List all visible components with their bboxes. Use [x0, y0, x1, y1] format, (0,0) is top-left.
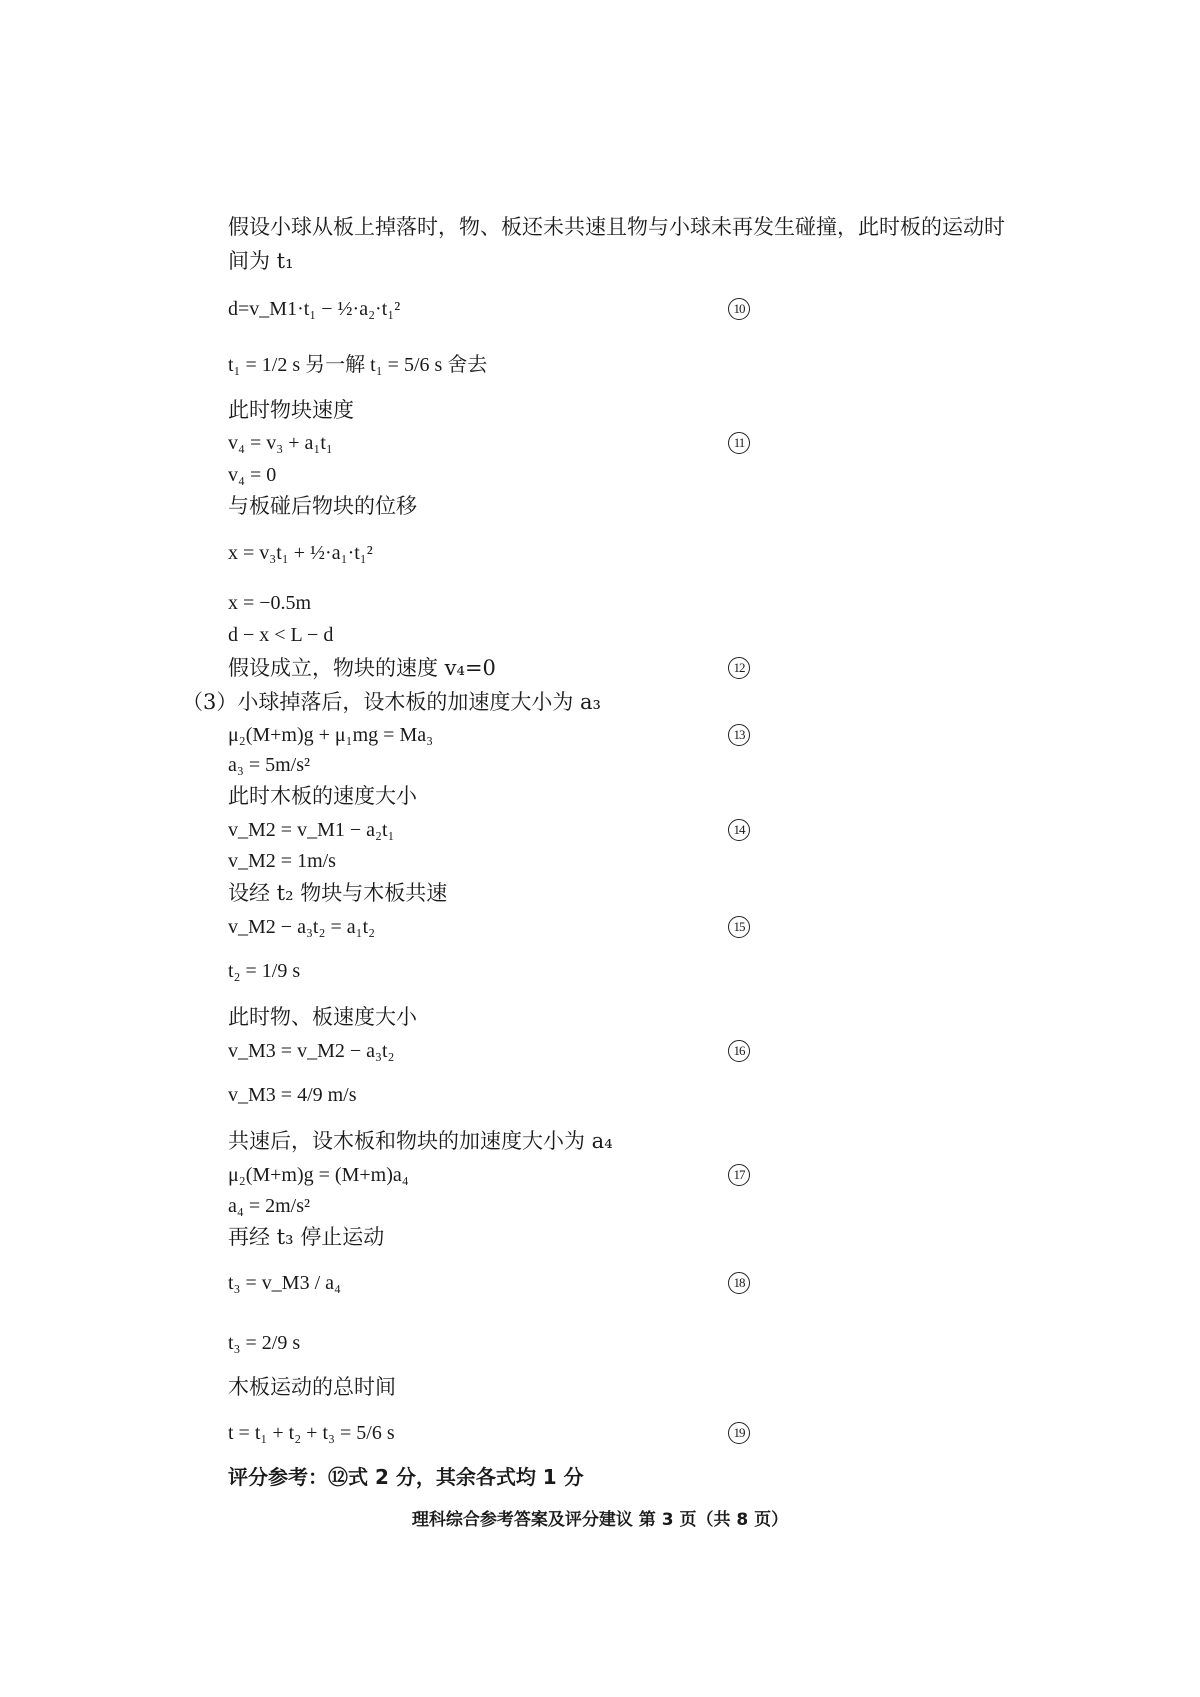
eq-11-v4: v₄ = v₃ + a₁t₁ [228, 432, 333, 454]
eq-number: 15 [728, 916, 750, 938]
eq-a4: a₄ = 2m/s² [228, 1195, 311, 1217]
line-stop: 再经 t₃ 停止运动 [228, 1225, 385, 1249]
eq-19-total: t = t₁ + t₂ + t₃ = 5/6 s [228, 1422, 395, 1444]
line-velocity-magnitude: 此时物、板速度大小 [228, 1005, 417, 1029]
line-assumption-valid: 假设成立，物块的速度 v₄=0 [228, 656, 496, 680]
eq-16-vm3: v_M3 = v_M2 − a₃t₂ [228, 1040, 395, 1062]
line-block-velocity: 此时物块速度 [228, 398, 354, 422]
eq-10-d: d=v_M1·t₁ − ½·a₂·t₁² [228, 298, 401, 320]
eq-14-vm2: v_M2 = v_M1 − a₂t₁ [228, 819, 395, 841]
line-common-speed: 设经 t₂ 物块与木板共速 [228, 881, 448, 905]
eq-v4-zero: v₄ = 0 [228, 464, 277, 486]
eq-inequality: d − x < L − d [228, 624, 334, 646]
eq-number: 14 [728, 819, 750, 841]
eq-number: 12 [728, 657, 750, 679]
eq-vm2-result: v_M2 = 1m/s [228, 850, 336, 872]
eq-x: x = v₃t₁ + ½·a₁·t₁² [228, 542, 373, 564]
eq-number: 19 [728, 1422, 750, 1444]
eq-vm3-result: v_M3 = 4/9 m/s [228, 1084, 357, 1106]
eq-t3-result: t₃ = 2/9 s [228, 1332, 301, 1354]
line-time-t1: 间为 t₁ [228, 249, 294, 273]
eq-t1-result: t₁ = 1/2 s 另一解 t₁ = 5/6 s 舍去 [228, 354, 488, 376]
eq-15: v_M2 − a₃t₂ = a₁t₂ [228, 916, 376, 938]
eq-number: 11 [728, 432, 750, 454]
eq-number: 13 [728, 724, 750, 746]
line-total-time: 木板运动的总时间 [228, 1375, 396, 1399]
eq-17: μ₂(M+m)g = (M+m)a₄ [228, 1164, 409, 1186]
eq-t2: t₂ = 1/9 s [228, 960, 301, 982]
eq-number: 18 [728, 1272, 750, 1294]
line-board-velocity: 此时木板的速度大小 [228, 784, 417, 808]
scoring-note: 评分参考：⑫式 2 分，其余各式均 1 分 [228, 1465, 584, 1489]
eq-a3: a₃ = 5m/s² [228, 754, 311, 776]
eq-18-t3: t₃ = v_M3 / a₄ [228, 1272, 341, 1294]
page-footer: 理科综合参考答案及评分建议 第 3 页（共 8 页） [411, 1510, 789, 1530]
section-3-heading: （3）小球掉落后，设木板的加速度大小为 a₃ [182, 690, 601, 714]
eq-number: 17 [728, 1164, 750, 1186]
eq-number: 16 [728, 1040, 750, 1062]
eq-number: 10 [728, 298, 750, 320]
eq-x-result: x = −0.5m [228, 592, 312, 614]
line-after-common: 共速后，设木板和物块的加速度大小为 a₄ [228, 1129, 613, 1153]
line-displacement: 与板碰后物块的位移 [228, 494, 417, 518]
line-assumption: 假设小球从板上掉落时，物、板还未共速且物与小球未再发生碰撞，此时板的运动时 [228, 215, 1005, 239]
eq-13-force: μ₂(M+m)g + μ₁mg = Ma₃ [228, 724, 434, 746]
